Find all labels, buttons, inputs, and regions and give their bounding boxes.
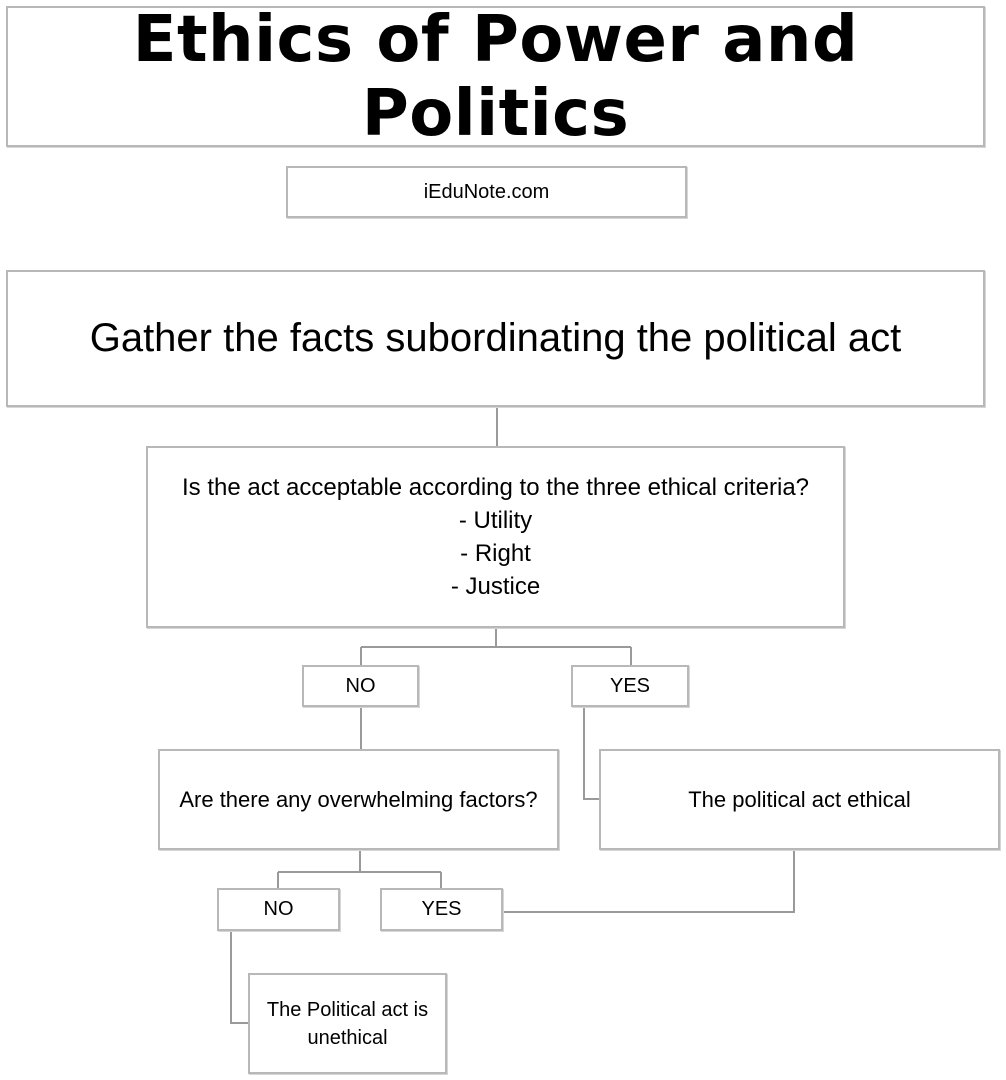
branch2-yes-node xyxy=(380,888,503,931)
title-box xyxy=(6,2,985,151)
branch1-yes-node xyxy=(571,665,689,707)
factors-question-text: Are there any overwhelming factors? xyxy=(179,786,538,812)
gather-facts-text: Gather the facts subordinating the political act xyxy=(89,316,902,360)
question-text: Is the act acceptable according to the three ethical criteria? xyxy=(181,474,810,501)
criterion-right: - Right xyxy=(460,540,531,567)
gather-facts-node xyxy=(6,270,985,407)
source-label: iEduNote.com xyxy=(423,180,550,203)
connector-no2-to-unethical xyxy=(231,931,248,1023)
ethical-criteria-question-node xyxy=(146,446,845,628)
unethical-result-text: The Political act is unethical xyxy=(266,998,429,1049)
ethical-result-node xyxy=(599,749,1000,850)
branch1-yes-label: YES xyxy=(609,674,651,697)
criterion-utility: - Utility xyxy=(458,507,533,534)
unethical-result-node xyxy=(248,973,447,1074)
page-title: Ethics of Power and Politics xyxy=(132,2,859,151)
ethical-result-text: The political act ethical xyxy=(688,786,911,812)
overwhelming-factors-node xyxy=(158,749,559,850)
branch2-no-label: NO xyxy=(263,898,294,920)
connector-yes2-to-ethical xyxy=(503,850,794,912)
source-box xyxy=(286,166,687,218)
branch1-no-label: NO xyxy=(345,674,376,697)
branch2-no-node xyxy=(217,888,340,931)
connector-yes1-to-ethical xyxy=(584,707,599,799)
branch1-no-node xyxy=(302,665,419,707)
branch2-yes-label: YES xyxy=(421,898,462,920)
criterion-justice: - Justice xyxy=(450,573,541,600)
